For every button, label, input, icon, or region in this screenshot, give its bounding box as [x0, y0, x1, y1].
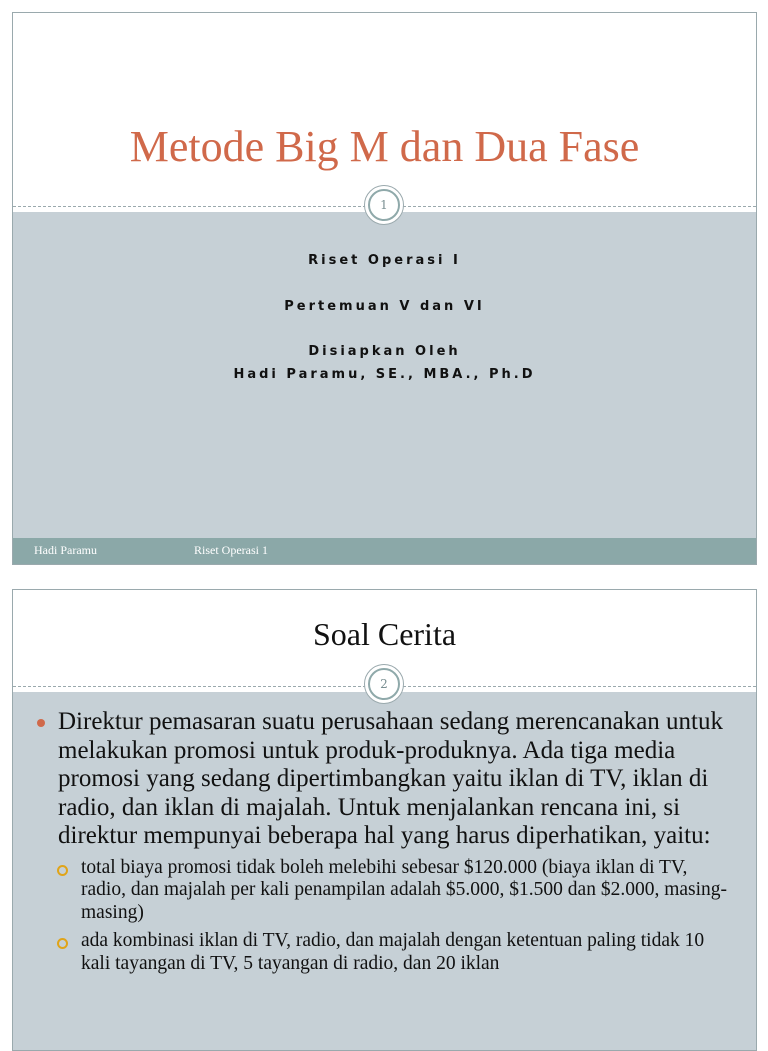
list-item — [33, 708, 733, 851]
sub-list-item — [33, 857, 733, 925]
course-name: Riset Operasi I — [308, 253, 461, 268]
ring-bullet-icon — [57, 938, 68, 949]
slide-1-title-area — [13, 13, 756, 206]
prepared-by-label: Disiapkan Oleh — [308, 344, 461, 359]
bullet-dot-icon — [37, 719, 45, 727]
slide-2-title: Soal Cerita — [312, 616, 457, 652]
slide-footer — [13, 538, 756, 564]
ring-bullet-icon — [57, 865, 68, 876]
author-name: Hadi Paramu, SE., MBA., Ph.D — [233, 367, 536, 382]
footer-author: Hadi Paramu — [34, 543, 97, 557]
sub-bullet-text: ada kombinasi iklan di TV, radio, dan majalah dengan ketentuan paling tidak 10 kali tayangan di TV, 5 tayangan di radio, dan 20 iklan — [81, 930, 705, 974]
session-label: Pertemuan V dan VI — [284, 299, 485, 314]
sub-bullet-text: total biaya promosi tidak boleh melebihi sebesar $120.000 (biaya iklan di TV, radio, dan majalah per kali penampilan adalah $5.000, $1.500 dan $2.000, masing-masing) — [81, 856, 728, 923]
slide-number: 2 — [368, 668, 400, 700]
footer-course: Riset Operasi 1 — [194, 543, 268, 557]
slide-number-badge — [364, 185, 404, 225]
slide-2 — [12, 589, 757, 1051]
slide-number: 1 — [368, 189, 400, 221]
slide-1 — [12, 12, 757, 565]
slide-1-body — [13, 212, 756, 538]
bullet-list — [33, 708, 733, 975]
sub-list-item — [33, 930, 733, 975]
bullet-text: Direktur pemasaran suatu perusahaan sedang merencanakan untuk melakukan promosi untuk produk-produknya. Ada tiga media promosi yang sedang dipertimbangkan yaitu iklan di TV, iklan di radio, dan iklan di majalah. Untuk menjalankan rencana ini, si direktur mempunyai beberapa hal yang harus diperhatikan, yaitu: — [58, 708, 724, 849]
slide-1-title: Metode Big M dan Dua Fase — [129, 122, 640, 171]
slide-number-badge — [364, 664, 404, 704]
